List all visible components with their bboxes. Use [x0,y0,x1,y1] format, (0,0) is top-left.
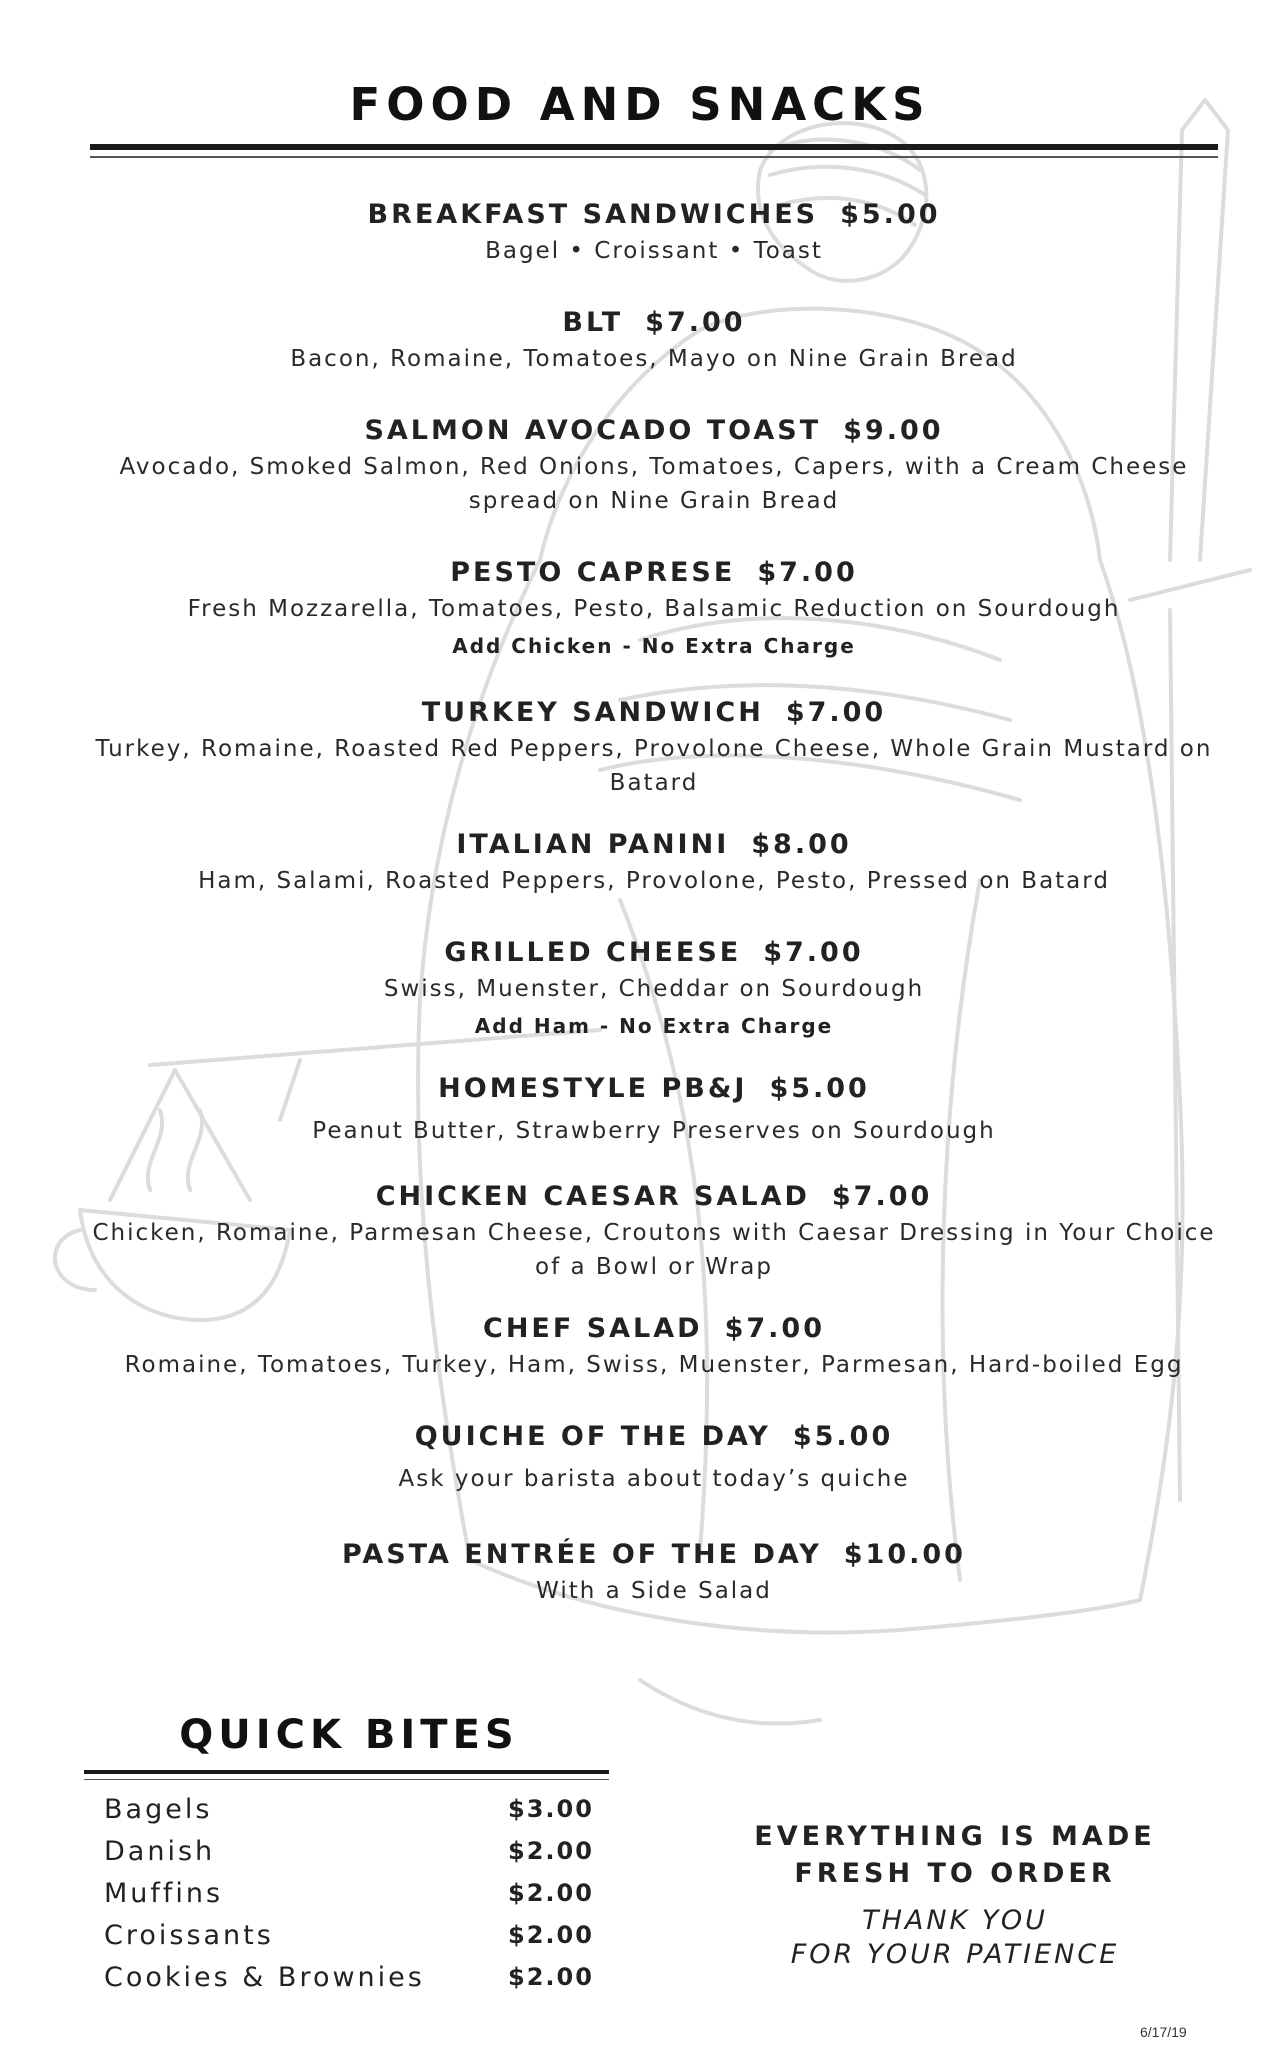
quick-bite-price: $2.00 [508,1963,594,1991]
quick-bites-title: QUICK BITES [179,1712,519,1758]
item-name: HOMESTYLE PB&J [438,1073,748,1104]
fresh-line-1: EVERYTHING IS MADE [754,1821,1156,1852]
quick-bites-list [104,1788,594,1998]
item-description: Chicken, Romaine, Parmesan Cheese, Croutons with Caesar Dressing in Your Choice of a Bowl or Wrap [92,1220,1216,1280]
thanks-line-2: FOR YOUR PATIENCE [790,1939,1120,1970]
quick-bite-price: $2.00 [508,1921,594,1949]
title-divider [90,144,1218,150]
item-name: PESTO CAPRESE [450,557,736,588]
quick-bite-name: Muffins [104,1877,224,1909]
menu-item [90,196,1218,268]
item-note: Add Chicken - No Extra Charge [452,634,856,658]
menu-item [90,1536,1218,1608]
item-description: Fresh Mozzarella, Tomatoes, Pesto, Balsamic Reduction on Sourdough [187,596,1121,622]
list-item [104,1788,594,1830]
quick-bites-divider-thin [84,1779,609,1780]
item-description: Bagel • Croissant • Toast [485,238,823,264]
menu-item [90,826,1218,898]
item-price: $7.00 [645,307,746,338]
menu-item [90,1178,1218,1284]
item-name: BREAKFAST SANDWICHES [367,199,819,230]
quick-bites-divider [84,1770,609,1774]
menu-item [90,304,1218,376]
item-price: $9.00 [843,415,944,446]
page-title: FOOD AND SNACKS [349,78,931,131]
item-name: TURKEY SANDWICH [421,697,764,728]
menu-item [90,1310,1218,1382]
menu-item [90,934,1218,1044]
menu-item [90,1070,1218,1148]
item-description: Peanut Butter, Strawberry Preserves on Sourdough [312,1118,996,1144]
item-description: With a Side Salad [536,1578,772,1604]
item-note: Add Ham - No Extra Charge [474,1014,834,1038]
item-name: CHEF SALAD [483,1313,703,1344]
item-price: $7.00 [785,697,887,728]
quick-bite-name: Danish [104,1835,216,1867]
list-item [104,1872,594,1914]
item-description: Ham, Salami, Roasted Peppers, Provolone, Pesto, Pressed on Batard [198,868,1110,894]
item-description: Ask your barista about today’s quiche [398,1466,910,1492]
item-price: $8.00 [751,829,852,860]
thank-you-note [730,1904,1180,1972]
item-name: GRILLED CHEESE [444,937,742,968]
item-description: Avocado, Smoked Salmon, Red Onions, Tomatoes, Capers, with a Cream Cheese spread on Nine Grain Bread [119,454,1189,514]
menu-item [90,412,1218,518]
item-price: $7.00 [831,1181,933,1212]
quick-bite-price: $2.00 [508,1879,594,1907]
list-item [104,1914,594,1956]
item-description: Romaine, Tomatoes, Turkey, Ham, Swiss, Muenster, Parmesan, Hard-boiled Egg [124,1352,1184,1378]
item-price: $7.00 [763,937,864,968]
item-price: $7.00 [757,557,858,588]
title-divider-thin [90,156,1218,158]
quick-bite-name: Cookies & Brownies [104,1961,425,1993]
item-price: $10.00 [843,1539,966,1570]
fresh-line-2: FRESH TO ORDER [794,1858,1116,1889]
item-price: $5.00 [840,199,941,230]
menu-item [90,694,1218,800]
item-name: BLT [562,307,624,338]
fresh-notice [730,1818,1180,1892]
item-name: ITALIAN PANINI [456,829,730,860]
revision-date: 6/17/19 [1140,2024,1187,2040]
item-description: Bacon, Romaine, Tomatoes, Mayo on Nine Grain Bread [290,346,1018,372]
item-name: QUICHE OF THE DAY [414,1421,771,1452]
item-name: SALMON AVOCADO TOAST [364,415,822,446]
list-item [104,1830,594,1872]
item-price: $7.00 [724,1313,825,1344]
item-price: $5.00 [792,1421,894,1452]
quick-bite-price: $2.00 [508,1837,594,1865]
list-item [104,1956,594,1998]
menu-list [90,196,1218,1608]
menu-item [90,554,1218,664]
thanks-line-1: THANK YOU [862,1905,1048,1936]
item-description: Turkey, Romaine, Roasted Red Peppers, Provolone Cheese, Whole Grain Mustard on Batard [95,736,1213,796]
quick-bite-name: Croissants [104,1919,274,1951]
item-name: PASTA ENTRÉE OF THE DAY [342,1539,822,1570]
item-name: CHICKEN CAESAR SALAD [375,1181,810,1212]
quick-bite-price: $3.00 [508,1795,594,1823]
item-price: $5.00 [769,1073,870,1104]
item-description: Swiss, Muenster, Cheddar on Sourdough [383,976,925,1002]
menu-item [90,1418,1218,1496]
quick-bite-name: Bagels [104,1793,213,1825]
